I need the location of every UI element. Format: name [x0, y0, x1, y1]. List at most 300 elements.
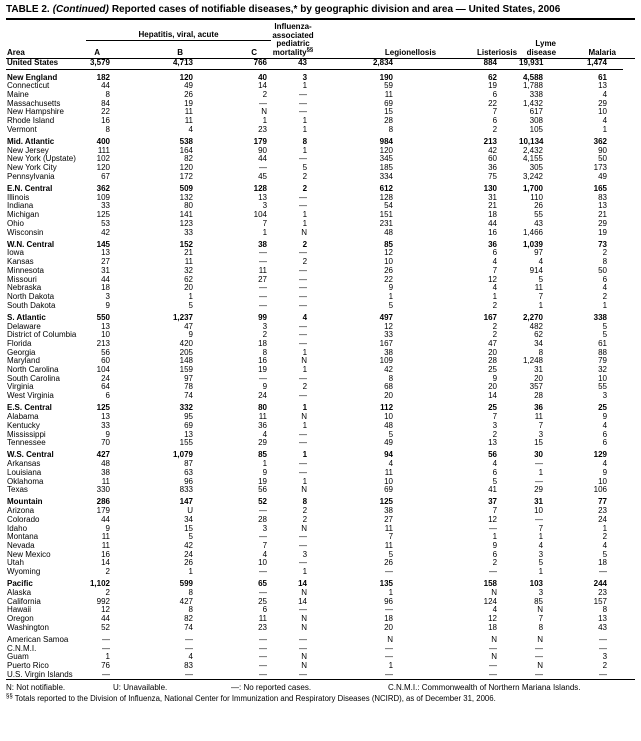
- area-cell: U.S. Virgin Islands: [7, 669, 73, 679]
- value-cell: 4: [388, 459, 394, 469]
- value-cell: —: [599, 567, 608, 577]
- value-cell: 338: [529, 89, 544, 99]
- col-header-listeriosis: Listeriosis: [437, 23, 519, 59]
- value-cell: —: [299, 429, 308, 439]
- legend-no-cases: —: No reported cases.: [231, 683, 312, 693]
- value-cell: 11: [184, 107, 193, 117]
- value-cell: 36: [488, 163, 498, 173]
- table-row: [6, 632, 635, 644]
- value-cell: 106: [593, 485, 608, 495]
- value-cell: N: [537, 634, 544, 644]
- value-cell: 5: [602, 330, 608, 340]
- value-cell: —: [299, 283, 308, 293]
- value-cell: 884: [437, 59, 519, 70]
- value-cell: 482: [529, 321, 544, 331]
- value-cell: 44: [258, 154, 268, 164]
- value-cell: 3: [262, 523, 268, 533]
- value-cell: —: [299, 192, 308, 202]
- value-cell: —: [259, 257, 268, 267]
- value-cell: 1: [105, 652, 110, 662]
- value-cell: 984: [379, 137, 394, 146]
- value-cell: 12: [101, 605, 110, 615]
- area-cell: Mountain: [7, 497, 43, 507]
- area-cell: Ohio: [7, 218, 24, 228]
- value-cell: 1,474: [563, 59, 623, 70]
- value-cell: 9: [105, 429, 110, 439]
- value-cell: 63: [184, 467, 193, 477]
- value-cell: 179: [253, 137, 268, 146]
- value-cell: 11: [258, 412, 268, 422]
- value-cell: 13: [598, 201, 608, 211]
- value-cell: 1: [492, 532, 498, 542]
- value-cell: 11: [184, 116, 193, 126]
- value-cell: 13: [488, 438, 498, 448]
- value-cell: 3: [262, 321, 268, 331]
- value-cell: 330: [96, 485, 110, 495]
- value-cell: —: [259, 248, 268, 258]
- value-cell: 1: [262, 227, 268, 237]
- area-cell: North Dakota: [7, 291, 55, 301]
- value-cell: 1: [388, 587, 394, 597]
- value-cell: 15: [184, 523, 193, 533]
- value-cell: 357: [529, 382, 544, 392]
- area-cell: Massachusetts: [7, 98, 61, 108]
- value-cell: N: [261, 107, 268, 117]
- value-cell: N: [301, 412, 308, 422]
- footnotes: [6, 683, 635, 704]
- value-cell: 85: [534, 596, 544, 606]
- value-cell: 185: [379, 163, 394, 173]
- value-cell: 11: [534, 283, 544, 293]
- value-cell: 22: [384, 274, 394, 284]
- value-cell: 43: [598, 622, 608, 632]
- value-cell: 109: [96, 192, 110, 202]
- value-cell: 82: [184, 614, 193, 624]
- value-cell: 2: [492, 300, 498, 310]
- value-cell: 9: [602, 412, 608, 422]
- area-cell: Alaska: [7, 587, 32, 597]
- value-cell: 612: [379, 184, 394, 194]
- value-cell: —: [259, 567, 268, 577]
- area-cell: District of Columbia: [7, 330, 77, 340]
- area-cell: Hawaii: [7, 605, 32, 615]
- col-header-hepatitis-group: Hepatitis, viral, acute: [86, 23, 271, 41]
- value-cell: 6: [492, 89, 498, 99]
- value-cell: 11: [258, 265, 268, 275]
- value-cell: 55: [598, 382, 608, 392]
- col-header-area: Area: [6, 23, 86, 59]
- value-cell: 172: [179, 171, 193, 181]
- value-cell: 56: [101, 347, 110, 357]
- value-cell: 90: [598, 145, 608, 155]
- value-cell: 2: [262, 330, 268, 340]
- value-cell: 80: [258, 403, 268, 413]
- area-cell: Idaho: [7, 523, 28, 533]
- value-cell: 6: [492, 116, 498, 126]
- value-cell: 1: [302, 145, 308, 155]
- value-cell: 14: [298, 579, 308, 589]
- value-cell: 1: [302, 124, 308, 134]
- value-cell: N: [301, 485, 308, 495]
- value-cell: 9: [492, 540, 498, 550]
- value-cell: —: [535, 669, 544, 679]
- value-cell: 21: [488, 201, 498, 211]
- value-cell: 332: [179, 403, 193, 413]
- value-cell: 3,579: [86, 59, 114, 70]
- value-cell: 338: [593, 312, 608, 322]
- value-cell: —: [299, 89, 308, 99]
- value-cell: —: [299, 540, 308, 550]
- value-cell: 29: [534, 485, 544, 495]
- value-cell: 27: [101, 257, 110, 267]
- value-cell: 1: [188, 291, 193, 301]
- area-cell: American Samoa: [7, 634, 69, 644]
- value-cell: 125: [96, 210, 110, 220]
- value-cell: 41: [488, 485, 498, 495]
- value-cell: 1: [602, 300, 608, 310]
- value-cell: 29: [258, 438, 268, 448]
- value-cell: 120: [379, 145, 394, 155]
- value-cell: —: [299, 107, 308, 117]
- value-cell: 73: [598, 239, 608, 249]
- table-row: [6, 182, 635, 194]
- value-cell: N: [301, 227, 308, 237]
- value-cell: 26: [184, 558, 193, 568]
- value-cell: 30: [534, 450, 544, 460]
- value-cell: 94: [384, 450, 394, 460]
- area-cell: S. Atlantic: [7, 312, 46, 322]
- area-cell: California: [7, 596, 41, 606]
- value-cell: 19: [258, 476, 268, 486]
- value-cell: 6: [602, 429, 608, 439]
- value-cell: 5: [602, 321, 608, 331]
- value-cell: 20: [488, 382, 498, 392]
- value-cell: 120: [179, 163, 193, 173]
- value-cell: 1: [302, 116, 308, 126]
- area-cell: Nevada: [7, 540, 35, 550]
- value-cell: 49: [184, 81, 193, 91]
- area-cell: Arizona: [7, 506, 35, 516]
- area-cell: Vermont: [7, 124, 37, 134]
- value-cell: 84: [101, 98, 110, 108]
- influenza-footnote: §§ Totals reported to the Division of Influenza, National Center for Immunization and Respiratory Diseases (NCIRD), as of December 31, 2006.: [6, 693, 496, 704]
- value-cell: 52: [101, 622, 110, 632]
- area-cell: Kansas: [7, 257, 34, 267]
- value-cell: 34: [184, 514, 193, 524]
- value-cell: 1: [538, 467, 544, 477]
- value-cell: 1,466: [522, 227, 544, 237]
- value-cell: N: [301, 356, 308, 366]
- value-cell: 31: [101, 265, 110, 275]
- value-cell: 62: [488, 72, 498, 82]
- table-title: [6, 4, 635, 20]
- value-cell: 1: [262, 116, 268, 126]
- value-cell: 19: [184, 98, 193, 108]
- value-cell: 8: [538, 622, 544, 632]
- value-cell: 2: [492, 330, 498, 340]
- value-cell: 4: [602, 89, 608, 99]
- value-cell: N: [537, 605, 544, 615]
- value-cell: 3: [302, 72, 308, 82]
- value-cell: 13: [598, 614, 608, 624]
- value-cell: —: [259, 300, 268, 310]
- value-cell: —: [599, 669, 608, 679]
- area-cell: Missouri: [7, 274, 37, 284]
- value-cell: 1: [302, 210, 308, 220]
- table-body: [6, 59, 635, 680]
- value-cell: 96: [184, 476, 193, 486]
- value-cell: 67: [101, 171, 110, 181]
- value-cell: 3: [492, 420, 498, 430]
- value-cell: 69: [184, 420, 193, 430]
- area-cell: West Virginia: [7, 391, 54, 401]
- value-cell: 1: [188, 567, 193, 577]
- value-cell: 5: [492, 476, 498, 486]
- value-cell: 24: [598, 514, 608, 524]
- col-header-hepatitis-c: C: [197, 41, 271, 59]
- value-cell: 151: [379, 210, 394, 220]
- area-cell: South Dakota: [7, 300, 56, 310]
- value-cell: 1: [388, 291, 394, 301]
- value-cell: —: [259, 652, 268, 662]
- value-cell: 53: [101, 218, 110, 228]
- value-cell: 1,248: [522, 356, 544, 366]
- value-cell: 11: [101, 476, 110, 486]
- value-cell: —: [102, 669, 110, 679]
- value-cell: 14: [101, 558, 110, 568]
- value-cell: 14: [258, 81, 268, 91]
- area-cell: Tennessee: [7, 438, 46, 448]
- value-cell: 4: [602, 459, 608, 469]
- area-cell: Louisiana: [7, 467, 42, 477]
- value-cell: N: [301, 614, 308, 624]
- value-cell: 5: [388, 300, 394, 310]
- value-cell: 4: [302, 312, 308, 322]
- value-cell: 25: [488, 403, 498, 413]
- value-cell: —: [299, 558, 308, 568]
- value-cell: 7: [492, 412, 498, 422]
- value-cell: 120: [96, 163, 110, 173]
- value-cell: —: [299, 291, 308, 301]
- value-cell: 9: [262, 382, 268, 392]
- value-cell: 148: [179, 356, 193, 366]
- value-cell: 6: [492, 467, 498, 477]
- value-cell: 6: [492, 549, 498, 559]
- value-cell: —: [299, 338, 308, 348]
- value-cell: 2,834: [315, 59, 437, 70]
- col-header-lyme-disease: Lyme disease: [519, 23, 563, 59]
- table-row: [6, 135, 635, 147]
- value-cell: 23: [598, 506, 608, 516]
- value-cell: 1,788: [522, 81, 544, 91]
- value-cell: 44: [101, 274, 110, 284]
- value-cell: 12: [488, 514, 498, 524]
- value-cell: 21: [184, 248, 193, 258]
- value-cell: 11: [384, 467, 394, 477]
- value-cell: 22: [488, 98, 498, 108]
- value-cell: 4: [602, 420, 608, 430]
- value-cell: 5: [602, 549, 608, 559]
- value-cell: 12: [384, 248, 394, 258]
- value-cell: 78: [184, 382, 193, 392]
- value-cell: 1: [302, 347, 308, 357]
- value-cell: 38: [101, 467, 110, 477]
- value-cell: —: [299, 330, 308, 340]
- value-cell: 420: [179, 338, 193, 348]
- value-cell: 13: [101, 412, 110, 422]
- value-cell: 2: [302, 239, 308, 249]
- value-cell: N: [537, 661, 544, 671]
- value-cell: 9: [188, 330, 193, 340]
- value-cell: 44: [101, 81, 110, 91]
- value-cell: 1: [602, 523, 608, 533]
- area-cell: Washington: [7, 622, 49, 632]
- value-cell: —: [299, 98, 308, 108]
- value-cell: —: [299, 201, 308, 211]
- value-cell: 1: [538, 567, 544, 577]
- value-cell: 120: [179, 72, 193, 82]
- value-cell: —: [535, 459, 544, 469]
- value-cell: 213: [96, 338, 110, 348]
- value-cell: 19,931: [519, 59, 563, 70]
- value-cell: 1: [602, 124, 608, 134]
- value-cell: 2: [105, 567, 110, 577]
- value-cell: 26: [184, 89, 193, 99]
- value-cell: 9: [105, 523, 110, 533]
- value-cell: 37: [488, 497, 498, 507]
- value-cell: 11: [101, 532, 110, 542]
- value-cell: —: [489, 661, 498, 671]
- area-cell: New York (Upstate): [7, 154, 76, 164]
- value-cell: 105: [529, 124, 544, 134]
- value-cell: 2: [492, 558, 498, 568]
- value-cell: 5: [188, 532, 193, 542]
- value-cell: 4: [188, 124, 193, 134]
- value-cell: 2,432: [522, 145, 544, 155]
- area-cell: Oregon: [7, 614, 34, 624]
- area-cell: Montana: [7, 532, 39, 542]
- area-cell: Arkansas: [7, 459, 41, 469]
- value-cell: 18: [598, 558, 608, 568]
- value-cell: —: [299, 532, 308, 542]
- value-cell: 12: [488, 274, 498, 284]
- value-cell: 1: [302, 567, 308, 577]
- table-header: [6, 23, 635, 59]
- value-cell: 10: [598, 373, 608, 383]
- value-cell: 538: [179, 137, 193, 146]
- col-header-hepatitis-a: A: [86, 41, 114, 59]
- value-cell: 25: [598, 403, 608, 413]
- value-cell: 19: [598, 227, 608, 237]
- value-cell: N: [301, 587, 308, 597]
- table-row: [6, 486, 635, 495]
- value-cell: 62: [534, 330, 544, 340]
- value-cell: 10: [384, 257, 394, 267]
- value-cell: 3: [105, 291, 110, 301]
- table-row: [6, 439, 635, 448]
- value-cell: 7: [538, 420, 544, 430]
- value-cell: 125: [379, 497, 394, 507]
- value-cell: 74: [184, 622, 193, 632]
- value-cell: 82: [184, 154, 193, 164]
- value-cell: 10: [598, 107, 608, 117]
- value-cell: 147: [179, 497, 193, 507]
- value-cell: N: [301, 661, 308, 671]
- value-cell: 833: [179, 485, 193, 495]
- legend-unavailable: U: Unavailable.: [113, 683, 168, 693]
- value-cell: —: [535, 514, 544, 524]
- value-cell: 26: [534, 201, 544, 211]
- value-cell: 16: [258, 356, 268, 366]
- value-cell: 2: [302, 506, 308, 516]
- value-cell: 1: [302, 476, 308, 486]
- value-cell: 29: [598, 218, 608, 228]
- value-cell: N: [491, 652, 498, 662]
- value-cell: 23: [258, 622, 268, 632]
- area-cell: Indiana: [7, 201, 34, 211]
- value-cell: 599: [179, 579, 193, 589]
- area-cell: United States: [6, 59, 86, 70]
- value-cell: 165: [593, 184, 608, 194]
- table-row: [6, 568, 635, 577]
- value-cell: 334: [379, 171, 394, 181]
- value-cell: 2: [105, 587, 110, 597]
- value-cell: 9: [602, 467, 608, 477]
- value-cell: 4: [602, 540, 608, 550]
- value-cell: —: [535, 652, 544, 662]
- table-number: TABLE 2.: [6, 4, 50, 15]
- area-cell: Wisconsin: [7, 227, 44, 237]
- value-cell: 1: [302, 81, 308, 91]
- value-cell: 9: [262, 467, 268, 477]
- value-cell: N: [491, 634, 498, 644]
- value-cell: 7: [538, 614, 544, 624]
- value-cell: 85: [258, 450, 268, 460]
- value-cell: 44: [101, 514, 110, 524]
- value-cell: 22: [101, 107, 110, 117]
- value-cell: 4: [492, 283, 498, 293]
- value-cell: 99: [258, 312, 268, 322]
- value-cell: 26: [384, 558, 394, 568]
- value-cell: 10: [101, 330, 110, 340]
- value-cell: 6: [105, 391, 110, 401]
- value-cell: 125: [96, 403, 110, 413]
- value-cell: 5: [302, 163, 308, 173]
- value-cell: —: [385, 567, 394, 577]
- value-cell: 5: [538, 274, 544, 284]
- value-cell: 8: [602, 257, 608, 267]
- value-cell: 7: [492, 107, 498, 117]
- table-title-text: Reported cases of notifiable diseases,* by geographic division and area — United States, 2006: [111, 4, 561, 15]
- value-cell: 61: [598, 338, 608, 348]
- area-cell: Nebraska: [7, 283, 42, 293]
- area-cell: E.S. Central: [7, 403, 52, 413]
- value-cell: 24: [184, 549, 193, 559]
- value-cell: 1,432: [522, 98, 544, 108]
- value-cell: 74: [184, 391, 193, 401]
- value-cell: 42: [488, 145, 498, 155]
- value-cell: 69: [384, 98, 394, 108]
- value-cell: —: [299, 248, 308, 258]
- table-row: [6, 310, 635, 322]
- value-cell: 79: [598, 356, 608, 366]
- value-cell: 205: [179, 347, 193, 357]
- value-cell: 400: [96, 137, 110, 146]
- value-cell: —: [299, 373, 308, 383]
- value-cell: 76: [101, 661, 110, 671]
- value-cell: 305: [529, 163, 544, 173]
- value-cell: 29: [598, 98, 608, 108]
